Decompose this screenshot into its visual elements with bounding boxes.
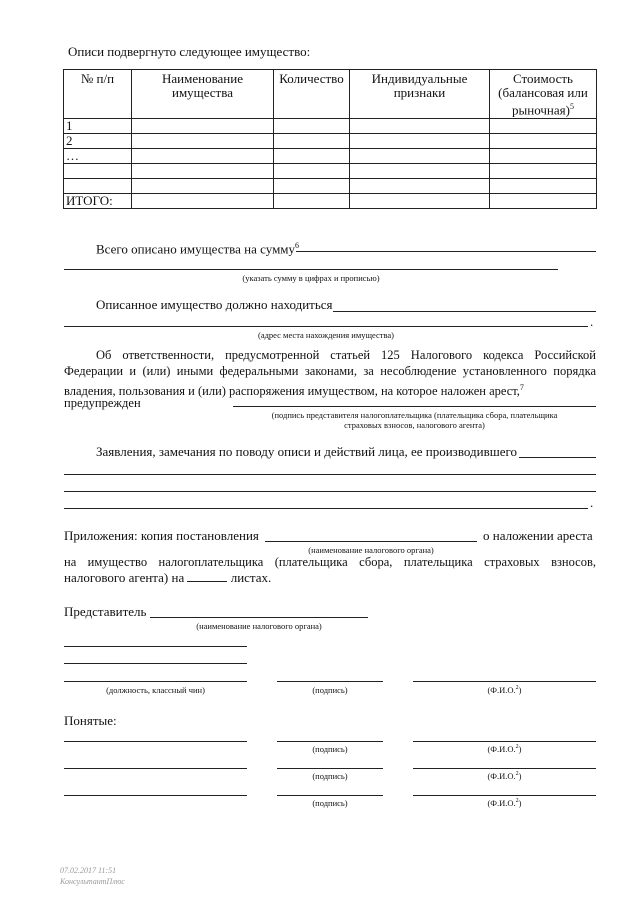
tax-authority-hint: (наименование налогового органа) <box>308 545 434 555</box>
signature-hint: (подпись) <box>312 685 348 695</box>
attachments-label: Приложения: копия постановления <box>64 528 259 543</box>
statements-field-line[interactable] <box>64 508 588 509</box>
responsibility-line: Об ответственности, предусмотренной статьей 125 Налогового кодекса Российской <box>96 348 596 362</box>
table-row <box>64 164 597 179</box>
fio-hint: (Ф.И.О.$^2$) <box>487 770 522 781</box>
representative-hint: (наименование налогового органа) <box>196 621 322 631</box>
attachments-line: на имущество налогоплательщика (плательщика сбора, плательщика страховых взносов, <box>64 555 596 569</box>
sheets-count-field[interactable] <box>187 570 227 582</box>
position-field[interactable] <box>64 646 247 647</box>
signature-hint: (подпись) <box>312 771 348 781</box>
row-number: 2 <box>64 134 132 149</box>
table-row <box>64 134 597 149</box>
witness-name-field[interactable] <box>64 741 247 742</box>
statements-field-line[interactable] <box>64 491 596 492</box>
tax-authority-field[interactable] <box>265 541 477 542</box>
total-sum-field[interactable] <box>296 251 596 252</box>
attachments-line: налогового агента) на листах. <box>64 570 272 585</box>
witness-signature-field[interactable] <box>277 795 383 796</box>
scan-stamp-line: КонсультантПлюс <box>60 877 125 886</box>
total-sum-field-line2[interactable] <box>64 269 558 270</box>
representative-label: Представитель <box>64 604 147 619</box>
total-sum-hint: (указать сумму в цифрах и прописью) <box>242 273 380 283</box>
responsibility-line: предупрежден <box>64 396 141 410</box>
total-sum-label: Всего описано имущества на сумму$^6$ <box>96 241 300 257</box>
responsibility-line: Федерации и (или) иными федеральными законами, за несоблюдение установленного порядка <box>64 364 596 378</box>
row-number: … <box>64 149 132 164</box>
signature-hint: (подпись представителя налогоплательщика (плательщика сбора, плательщика <box>271 410 558 420</box>
witness-signature-field[interactable] <box>277 768 383 769</box>
column-header: Наименование имущества <box>132 70 274 119</box>
column-header: Индивидуальные признаки <box>350 70 490 119</box>
attachments-suffix: о наложении ареста <box>483 528 593 543</box>
responsibility-line: владения, пользования и (или) распоряжения имуществом, на которое наложен арест,$^7$ <box>64 383 524 399</box>
table-row <box>64 119 597 134</box>
witness-signature-field[interactable] <box>277 741 383 742</box>
taxpayer-signature-field[interactable] <box>233 406 596 407</box>
column-header: Стоимость (балансовая или рыночная)$^5$ <box>490 70 597 119</box>
table-total-row <box>64 194 597 209</box>
fio-hint: (Ф.И.О.$^2$) <box>487 797 522 808</box>
statements-field[interactable] <box>519 457 596 458</box>
signature-hint: (подпись) <box>312 744 348 754</box>
total-label: ИТОГО: <box>64 194 132 209</box>
fio-hint: (Ф.И.О.$^2$) <box>487 743 522 754</box>
representative-signature-field[interactable] <box>277 681 383 682</box>
inventory-table <box>63 69 597 209</box>
column-header: № п/п <box>64 70 132 119</box>
location-label: Описанное имущество должно находиться <box>96 297 333 312</box>
table-row <box>64 149 597 164</box>
statements-field-line[interactable] <box>64 474 596 475</box>
row-number <box>64 164 132 179</box>
table-header-row <box>64 70 597 119</box>
row-number: 1 <box>64 119 132 134</box>
location-trailing: . <box>590 314 594 329</box>
position-hint: (должность, классный чин) <box>106 685 205 695</box>
row-number <box>64 179 132 194</box>
section-heading: Описи подвергнуто следующее имущество: <box>68 44 311 59</box>
representative-authority-field[interactable] <box>150 617 368 618</box>
location-field-line2[interactable] <box>64 326 588 327</box>
fio-hint: (Ф.И.О.$^2$) <box>487 684 522 695</box>
signature-hint: страховых взносов, налогового агента) <box>344 420 485 430</box>
position-field[interactable] <box>64 663 247 664</box>
location-field[interactable] <box>333 311 596 312</box>
location-hint: (адрес места нахождения имущества) <box>258 330 394 340</box>
position-field[interactable] <box>64 681 247 682</box>
witness-name-field[interactable] <box>64 768 247 769</box>
statements-trailing: . <box>590 495 594 510</box>
signature-hint: (подпись) <box>312 798 348 808</box>
column-header: Количество <box>274 70 350 119</box>
representative-fio-field[interactable] <box>413 681 596 682</box>
witnesses-label: Понятые: <box>64 713 117 728</box>
scan-stamp-line: 07.02.2017 11:51 <box>60 866 117 875</box>
witness-name-field[interactable] <box>64 795 247 796</box>
statements-label: Заявления, замечания по поводу описи и действий лица, ее производившего <box>96 444 517 459</box>
table-row <box>64 179 597 194</box>
